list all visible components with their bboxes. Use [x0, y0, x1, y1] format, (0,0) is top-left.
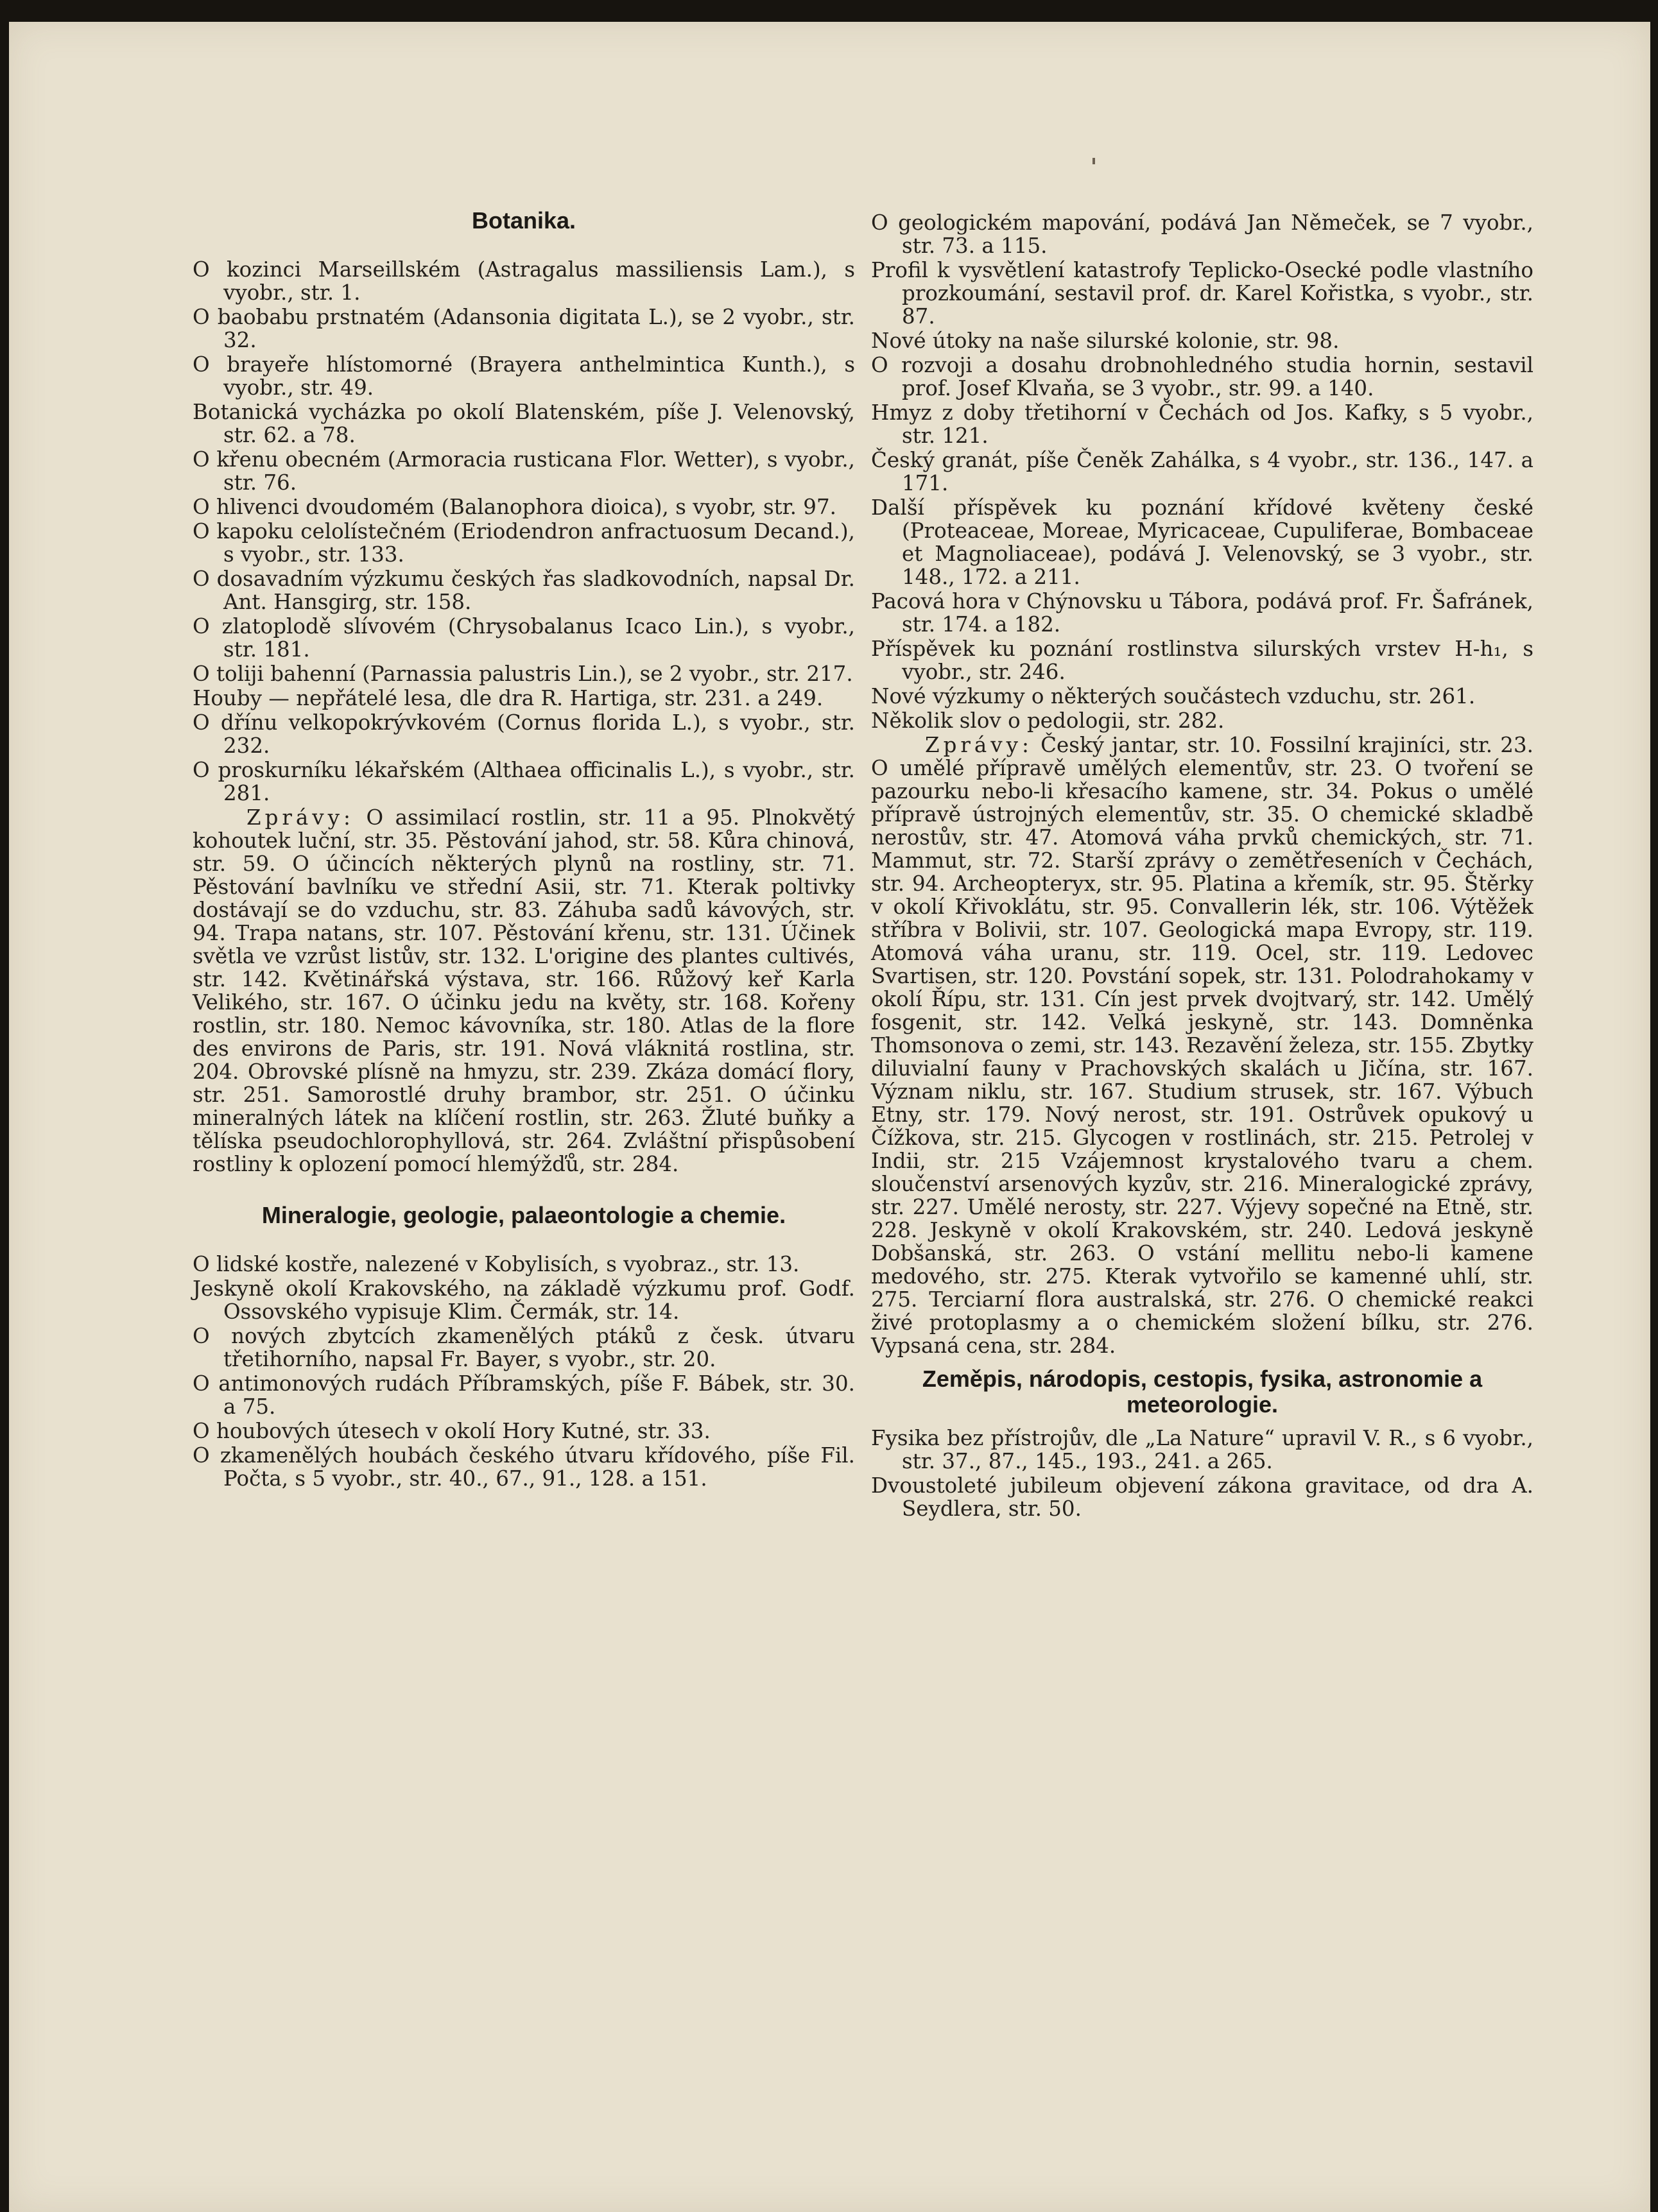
index-entry: Jeskyně okolí Krakovského, na základě výzkumu prof. Godf. Ossovského vypisuje Klim. Čermák, str. 14.	[193, 1276, 855, 1324]
index-entry: O nových zbytcích zkamenělých ptáků z česk. útvaru třetihorního, napsal Fr. Bayer, s vyobr., str. 20.	[193, 1324, 855, 1371]
ink-speck	[1092, 158, 1095, 164]
index-entry: Několik slov o pedologii, str. 282.	[871, 708, 1225, 733]
news-label: Zprávy:	[246, 805, 354, 830]
botany-entries	[193, 258, 855, 805]
news-text: O assimilací rostlin, str. 11 a 95. Plnokvětý kohoutek luční, str. 35. Pěstování jahod, str. 58. Kůra chinová, str. 59. O účincích některých plynů na rostliny, str. 71. Pěstování bavlníku ve střední Asii, str. 71. Kterak poltivky dostávají se do vzduchu, str. 83. Záhuba sadů kávových, str. 94. Trapa natans, str. 107. Pěstování křenu, str. 131. Účinek světla ve vzrůst listův, str. 132. L'origine des plantes cultivés, str. 142. Květinářská výstava, str. 166. Růžový keř Karla Velikého, str. 167. O účinku jedu na květy, str. 168. Kořeny rostlin, str. 180. Nemoc kávovníka, str. 180. Atlas de la flore des environs de Paris, str. 191. Nová vláknitá rostlina, str. 204. Obrovské plísně na hmyzu, str. 239. Zkáza domácí flory, str. 251. Samorostlé druhy brambor, str. 251. O účinku mineralných látek na klíčení rostlin, str. 263. Žluté buňky a tělíska pseudochlorophyllová, str. 264. Zvláštní přispůsobení rostliny k oplození pomocí hlemýžďů, str. 284.	[193, 805, 855, 1176]
section-heading-geography: Zeměpis, národopis, cestopis, fysika, astronomie a meteorologie.	[922, 1366, 1483, 1418]
index-entry: Dvoustoleté jubileum objevení zákona gravitace, od dra A. Seydlera, str. 50.	[871, 1473, 1533, 1521]
index-entry: Fysika bez přístrojův, dle „La Nature“ upravil V. R., s 6 vyobr., str. 37., 87., 145., 193., 241. a 265.	[871, 1426, 1533, 1473]
geology-entries	[871, 211, 1533, 732]
index-entry: O hlivenci dvoudomém (Balanophora dioica), s vyobr, str. 97.	[193, 495, 836, 519]
index-entry: O kozinci Marseillském (Astragalus massiliensis Lam.), s vyobr., str. 1.	[193, 257, 855, 305]
index-entry: Příspěvek ku poznání rostlinstva silurských vrstev H-h₁, s vyobr., str. 246.	[871, 637, 1533, 684]
index-entry: O rozvoji a dosahu drobnohledného studia hornin, sestavil prof. Josef Klvaňa, se 3 vyobr., str. 99. a 140.	[871, 353, 1533, 400]
index-entry: O proskurníku lékařském (Althaea officinalis L.), s vyobr., str. 281.	[193, 758, 855, 805]
index-entry: Český granát, píše Čeněk Zahálka, s 4 vyobr., str. 136., 147. a 171.	[871, 448, 1533, 495]
index-entry: Nové výzkumy o některých součástech vzduchu, str. 261.	[871, 684, 1476, 708]
index-entry: O zlatoplodě slívovém (Chrysobalanus Icaco Lin.), s vyobr., str. 181.	[193, 614, 855, 662]
index-entry: O toliji bahenní (Parnassia palustris Lin.), se 2 vyobr., str. 217.	[193, 662, 853, 686]
index-entry: O baobabu prstnatém (Adansonia digitata L.), se 2 vyobr., str. 32.	[193, 305, 855, 352]
left-column	[193, 208, 855, 1491]
news-label: Zprávy:	[925, 733, 1033, 757]
index-entry: Další příspěvek ku poznání křídové květeny české (Proteaceae, Moreae, Myricaceae, Cupuliferae, Bombaceae et Magnoliaceae), podává J. Velenovský, se 3 vyobr., str. 148., 172. a 211.	[871, 495, 1533, 589]
index-entry: Houby — nepřátelé lesa, dle dra R. Hartiga, str. 231. a 249.	[193, 686, 824, 710]
index-entry: Nové útoky na naše silurské kolonie, str. 98.	[871, 329, 1340, 353]
index-entry: O geologickém mapování, podává Jan Němeček, se 7 vyobr., str. 73. a 115.	[871, 210, 1533, 258]
index-entry: O zkamenělých houbách českého útvaru křídového, píše Fil. Počta, s 5 vyobr., str. 40., 67., 91., 128. a 151.	[193, 1443, 855, 1491]
news-text: Český jantar, str. 10. Fossilní krajiníci, str. 23. O umělé přípravě umělých elementův, str. 23. O tvoření se pazourku nebo-li křesacího kamene, str. 34. Pokus o umělé přípravě ústrojných elementův, str. 35. O chemické skladbě nerostův, str. 47. Atomová váha prvků chemických, str. 71. Mammut, str. 72. Starší zprávy o zemětřeseních v Čechách, str. 94. Archeopteryx, str. 95. Platina a křemík, str. 95. Štěrky v okolí Křivoklátu, str. 95. Convallerin lék, str. 106. Výtěžek stříbra v Bolivii, str. 107. Geologická mapa Evropy, str. 119. Atomová váha uranu, str. 119. Ocel, str. 119. Ledovec Svartisen, str. 120. Povstání sopek, str. 131. Polodrahokamy v okolí Řípu, str. 131. Cín jest prvek dvojtvarý, str. 142. Umělý fosgenit, str. 142. Velká jeskyně, str. 143. Domněnka Thomsonova o zemi, str. 143. Rezavění železa, str. 155. Zbytky diluvialní fauny v Prachovských skalách u Jičína, str. 167. Význam niklu, str. 167. Studium strusek, str. 167. Výbuch Etny, str. 179. Nový nerost, str. 191. Ostrůvek opukový u Čížkova, str. 215. Glycogen v rostlinách, str. 215. Petrolej v Indii, str. 215 Vzájemnost krystalového tvaru a chem. sloučenství arsenových kyzův, str. 216. Mineralogické zprávy, str. 227. Umělé nerosty, str. 227. Výjevy sopečné na Etně, str. 228. Jeskyně v okolí Krakovském, str. 240. Ledová jeskyně Dobšanská, str. 263. O vstání mellitu nebo-li kamene medového, str. 275. Kterak vytvořilo se kamenné uhlí, str. 275. Terciarní flora australská, str. 276. O chemické reakci živé protoplasmy a o chemickém složení bílku, str. 276. Vypsaná cena, str. 284.	[871, 733, 1533, 1358]
mineralogy-entries	[193, 1253, 855, 1490]
botany-news-paragraph	[193, 806, 855, 1176]
index-entry: O houbových útesech v okolí Hory Kutné, str. 33.	[193, 1419, 711, 1443]
geography-entries	[871, 1427, 1533, 1520]
index-entry: O dřínu velkopokrývkovém (Cornus florida L.), s vyobr., str. 232.	[193, 710, 855, 758]
index-entry: O křenu obecném (Armoracia rusticana Flor. Wetter), s vyobr., str. 76.	[193, 447, 855, 495]
index-entry: O lidské kostře, nalezené v Kobylisích, s vyobraz., str. 13.	[193, 1252, 800, 1276]
index-entry: Profil k vysvětlení katastrofy Teplicko-Osecké podle vlastního prozkoumání, sestavil prof. dr. Karel Kořistka, s vyobr., str. 87.	[871, 258, 1533, 329]
section-heading-mineralogy: Mineralogie, geologie, palaeontologie a chemie.	[261, 1202, 786, 1228]
right-column	[871, 211, 1533, 1522]
section-heading-botany: Botanika.	[471, 207, 576, 234]
index-entry: O dosavadním výzkumu českých řas sladkovodních, napsal Dr. Ant. Hansgirg, str. 158.	[193, 567, 855, 614]
index-entry: Botanická vycházka po okolí Blatenském, píše J. Velenovský, str. 62. a 78.	[193, 400, 855, 447]
index-entry: O kapoku celolístečném (Eriodendron anfractuosum Decand.), s vyobr., str. 133.	[193, 519, 855, 567]
index-entry: O antimonových rudách Příbramských, píše F. Bábek, str. 30. a 75.	[193, 1371, 855, 1419]
document-page	[9, 22, 1650, 2212]
index-entry: Pacová hora v Chýnovsku u Tábora, podává prof. Fr. Šafránek, str. 174. a 182.	[871, 589, 1533, 637]
geology-news-paragraph	[871, 733, 1533, 1357]
index-entry: Hmyz z doby třetihorní v Čechách od Jos. Kafky, s 5 vyobr., str. 121.	[871, 400, 1533, 448]
index-entry: O brayeře hlístomorné (Brayera anthelmintica Kunth.), s vyobr., str. 49.	[193, 352, 855, 400]
